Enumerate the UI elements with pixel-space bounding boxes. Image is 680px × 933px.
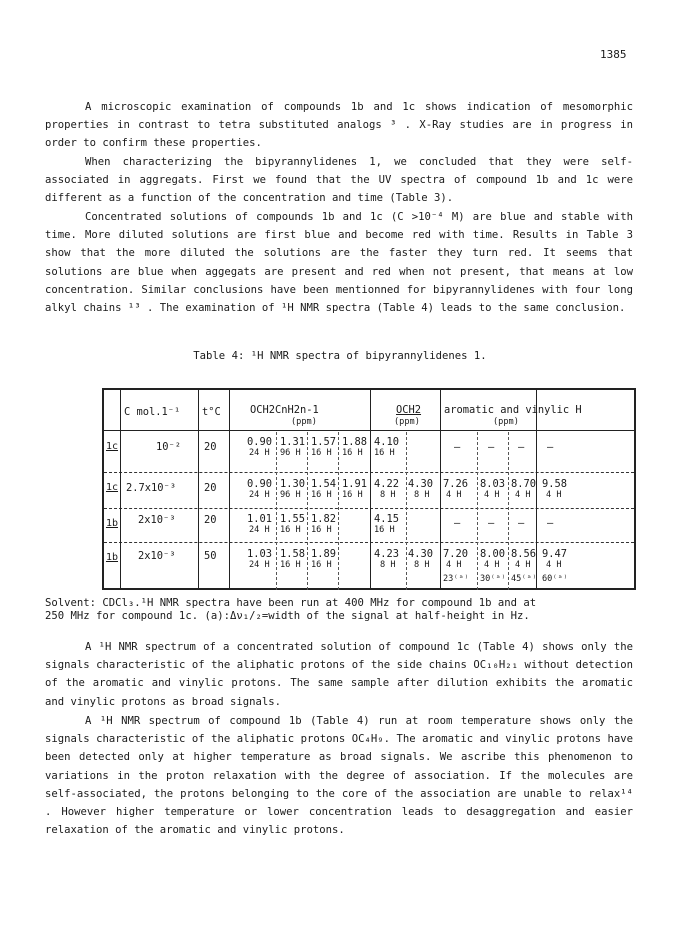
alkyl-shift: 1.54 [311, 478, 337, 490]
aromatic-linewidth: 30⁽ᵃ⁾ [480, 574, 506, 584]
alkyl-integral: 16 H [311, 525, 332, 535]
row-compound: 1c [105, 441, 119, 452]
row-temperature: 20 [204, 514, 217, 526]
alkyl-shift: 0.90 [247, 478, 273, 490]
alkyl-integral: 16 H [280, 560, 301, 570]
aromatic-integral: 4 H [484, 490, 500, 500]
header-aromatic-unit: (ppm) [493, 417, 519, 427]
row-temperature: 20 [204, 482, 217, 494]
table-footnote-linewidth: 250 MHz for compound 1c. (a):Δν₁/₂=width of the signal at half-height in Hz. [45, 610, 530, 622]
alkyl-shift: 1.91 [342, 478, 368, 490]
aromatic-shift: – [454, 441, 461, 453]
alkyl-shift: 1.31 [280, 436, 306, 448]
header-aromatic: aromatic and vinylic H [444, 404, 582, 416]
row-concentration: 2.7x10⁻³ [126, 482, 177, 494]
aromatic-shift: 9.58 [542, 478, 568, 490]
alkyl-integral: 24 H [249, 490, 270, 500]
alkyl-shift: 1.30 [280, 478, 306, 490]
aromatic-shift: – [518, 441, 525, 453]
alkyl-integral: 96 H [280, 490, 301, 500]
table-title: Table 4: ¹H NMR spectra of bipyrannylidenes 1. [193, 350, 487, 362]
alkyl-shift: 1.01 [247, 513, 273, 525]
alkyl-integral: 16 H [342, 448, 363, 458]
och2-integral: 8 H [380, 490, 396, 500]
alkyl-shift: 1.55 [280, 513, 306, 525]
aromatic-integral: 4 H [446, 560, 462, 570]
aromatic-shift: 8.70 [511, 478, 537, 490]
alkyl-integral: 24 H [249, 448, 270, 458]
aromatic-shift: – [518, 517, 525, 529]
och2-integral: 8 H [380, 560, 396, 570]
alkyl-integral: 16 H [311, 448, 332, 458]
alkyl-shift: 1.58 [280, 548, 306, 560]
aromatic-shift: – [488, 441, 495, 453]
aromatic-shift: 7.26 [443, 478, 469, 490]
alkyl-shift: 1.89 [311, 548, 337, 560]
header-och2-unit: (ppm) [394, 417, 420, 427]
row-compound: 1c [105, 482, 119, 493]
och2-shift: 4.22 [374, 478, 400, 490]
och2-integral: 16 H [374, 448, 395, 458]
aromatic-integral: 4 H [546, 560, 562, 570]
aromatic-linewidth: 23⁽ᵃ⁾ [443, 574, 469, 584]
paragraph-room-temperature-nmr: A ¹H NMR spectrum of compound 1b (Table 4) run at room temperature shows only the signals characteristic of the aliphatic protons OC₄H₉. The aromatic and vinylic protons have been detected only at higher temperature as broad signals. We ascribe this phenomenon to variations in the proton relaxation with the degree of association. If the molecules are self-associated, the protons belonging to the core of the association are unable to relax¹⁴ . However higher temperature or lower concentration leads to desaggregation and easier relaxation of the aromatic and vinylic protons. [45, 715, 633, 837]
paragraph-self-associated: When characterizing the bipyrannylidenes 1, we concluded that they were self-associated in aggregats. First we found that the UV spectra of compound 1b and 1c were different as a function of the concentration and time (Table 3). [45, 156, 633, 205]
row-compound: 1b [105, 518, 119, 529]
header-och2: OCH2 [396, 404, 422, 416]
och2-integral: 8 H [414, 560, 430, 570]
aromatic-shift: – [488, 517, 495, 529]
table-footnote-solvent: Solvent: CDCl₃.¹H NMR spectra have been run at 400 MHz for compound 1b and at [45, 597, 537, 609]
paragraph-mesomorphic: A microscopic examination of compounds 1b and 1c shows indication of mesomorphic properties in contrast to tetra substituted analogs ³ . X-Ray studies are in progress in order to confirm these properties. [45, 101, 633, 150]
aromatic-linewidth: 60⁽ᵃ⁾ [542, 574, 568, 584]
alkyl-shift: 1.57 [311, 436, 337, 448]
och2-integral: 8 H [414, 490, 430, 500]
alkyl-integral: 96 H [280, 448, 301, 458]
aromatic-integral: 4 H [484, 560, 500, 570]
alkyl-integral: 16 H [311, 560, 332, 570]
row-concentration: 2x10⁻³ [138, 550, 176, 562]
alkyl-integral: 16 H [342, 490, 363, 500]
alkyl-shift: 1.88 [342, 436, 368, 448]
aromatic-shift: 8.00 [480, 548, 506, 560]
page-number: 1385 [600, 48, 627, 61]
alkyl-integral: 16 H [280, 525, 301, 535]
row-concentration: 10⁻² [156, 441, 182, 453]
alkyl-integral: 24 H [249, 525, 270, 535]
row-temperature: 20 [204, 441, 217, 453]
aromatic-shift: 8.03 [480, 478, 506, 490]
header-concentration: C mol.1⁻¹ [124, 406, 181, 418]
aromatic-integral: 4 H [546, 490, 562, 500]
aromatic-shift: 8.56 [511, 548, 537, 560]
alkyl-integral: 24 H [249, 560, 270, 570]
och2-shift: 4.23 [374, 548, 400, 560]
aromatic-integral: 4 H [446, 490, 462, 500]
alkyl-integral: 16 H [311, 490, 332, 500]
nmr-table [102, 388, 636, 590]
header-alkyl: OCH2CnH2n-1 [250, 404, 319, 416]
aromatic-shift: – [547, 441, 554, 453]
och2-shift: 4.30 [408, 478, 434, 490]
alkyl-shift: 0.90 [247, 436, 273, 448]
alkyl-shift: 1.82 [311, 513, 337, 525]
och2-shift: 4.10 [374, 436, 400, 448]
header-temperature: t°C [202, 406, 221, 418]
paragraph-concentrated-nmr: A ¹H NMR spectrum of a concentrated solution of compound 1c (Table 4) shows only the signals characteristic of the aliphatic protons of the side chains OC₁₀H₂₁ without detection of the aromatic and vinylic protons. The same sample after dilution exhibits the aromatic and vinylic protons as broad signals. [45, 641, 633, 708]
aromatic-shift: – [547, 517, 554, 529]
och2-integral: 16 H [374, 525, 395, 535]
row-compound: 1b [105, 552, 119, 563]
och2-shift: 4.15 [374, 513, 400, 525]
row-concentration: 2x10⁻³ [138, 514, 176, 526]
aromatic-integral: 4 H [515, 490, 531, 500]
alkyl-shift: 1.03 [247, 548, 273, 560]
header-alkyl-unit: (ppm) [291, 417, 317, 427]
row-temperature: 50 [204, 550, 217, 562]
och2-shift: 4.30 [408, 548, 434, 560]
aromatic-shift: 7.20 [443, 548, 469, 560]
paragraph-concentrated-solutions: Concentrated solutions of compounds 1b and 1c (C >10⁻⁴ M) are blue and stable with time. More diluted solutions are first blue and become red with time. Results in Table 3 show that the more diluted the solutions are the faster they turn red. It seems that solutions are blue when aggegats are present and red when not present, that means at low concentration. Similar conclusions have been mentionned for bipyrannylidenes with four long alkyl chains ¹³ . The examination of ¹H NMR spectra (Table 4) leads to the same conclusion. [45, 211, 633, 315]
aromatic-integral: 4 H [515, 560, 531, 570]
aromatic-shift: 9.47 [542, 548, 568, 560]
aromatic-shift: – [454, 517, 461, 529]
aromatic-linewidth: 45⁽ᵃ⁾ [511, 574, 537, 584]
